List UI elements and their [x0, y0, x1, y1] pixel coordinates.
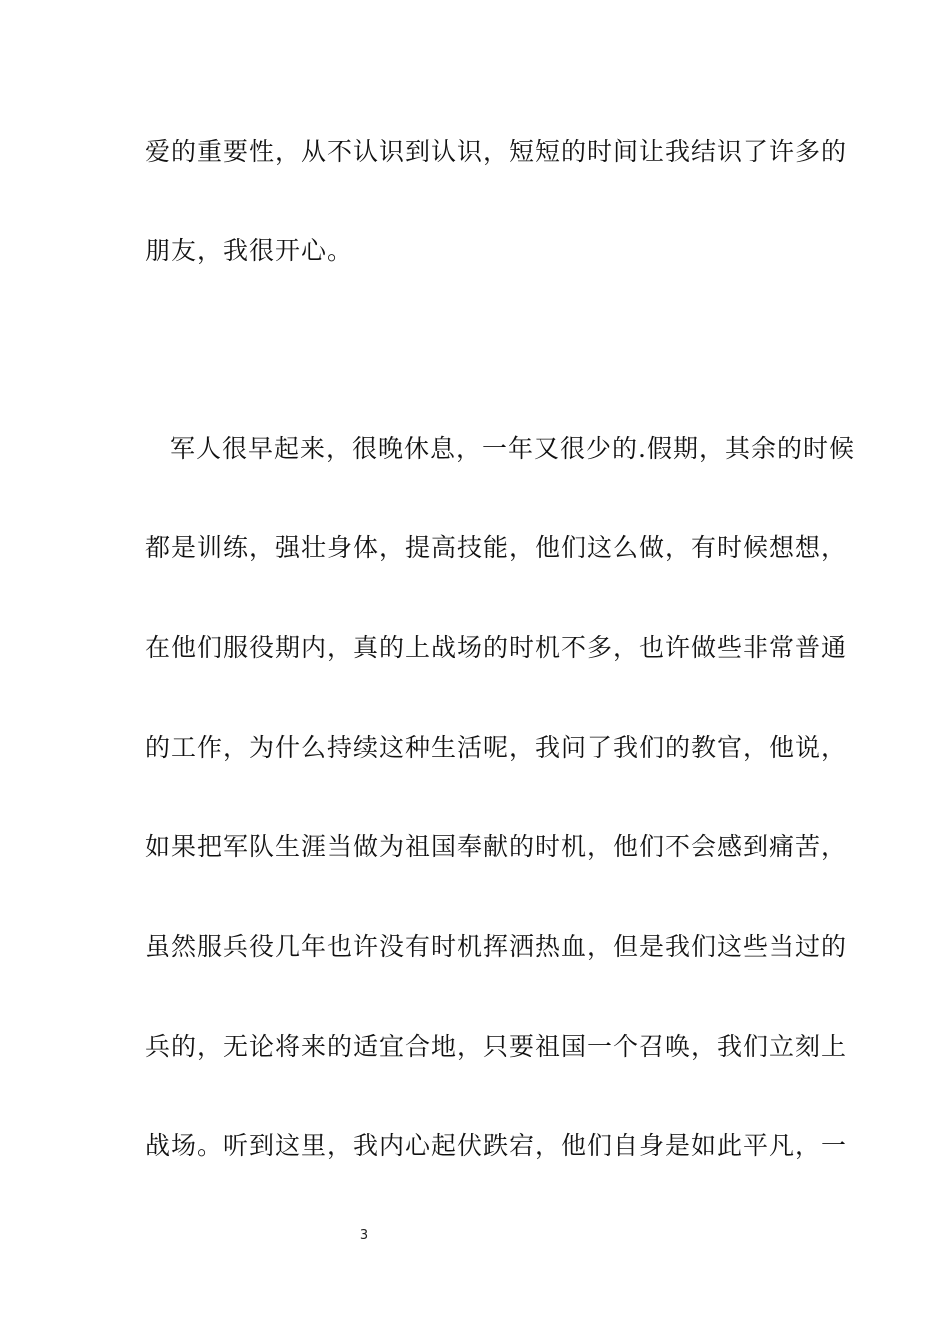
page-number: 3	[359, 1228, 369, 1243]
paragraph-1-line-2: 朋友，我很开心。	[145, 236, 354, 265]
paragraph-2-line-2: 都是训练，强壮身体，提高技能，他们这么做，有时候想想，	[145, 533, 848, 562]
paragraph-2-line-6: 虽然服兵役几年也许没有时机挥洒热血，但是我们这些当过的	[145, 932, 848, 961]
paragraph-2-line-7: 兵的，无论将来的适宜合地，只要祖国一个召唤，我们立刻上	[145, 1032, 848, 1061]
paragraph-2-line-4: 的工作，为什么持续这种生活呢，我问了我们的教官，他说，	[145, 733, 848, 762]
paragraph-2-line-1: 军人很早起来，很晚休息，一年又很少的.假期，其余的时候	[170, 434, 855, 463]
paragraph-2-line-8: 战场。听到这里，我内心起伏跌宕，他们自身是如此平凡，一	[145, 1131, 848, 1160]
paragraph-2-line-5: 如果把军队生涯当做为祖国奉献的时机，他们不会感到痛苦，	[145, 832, 848, 861]
paragraph-1-line-1: 爱的重要性，从不认识到认识，短短的时间让我结识了许多的	[145, 137, 848, 166]
paragraph-2-line-3: 在他们服役期内，真的上战场的时机不多，也许做些非常普通	[145, 633, 848, 662]
